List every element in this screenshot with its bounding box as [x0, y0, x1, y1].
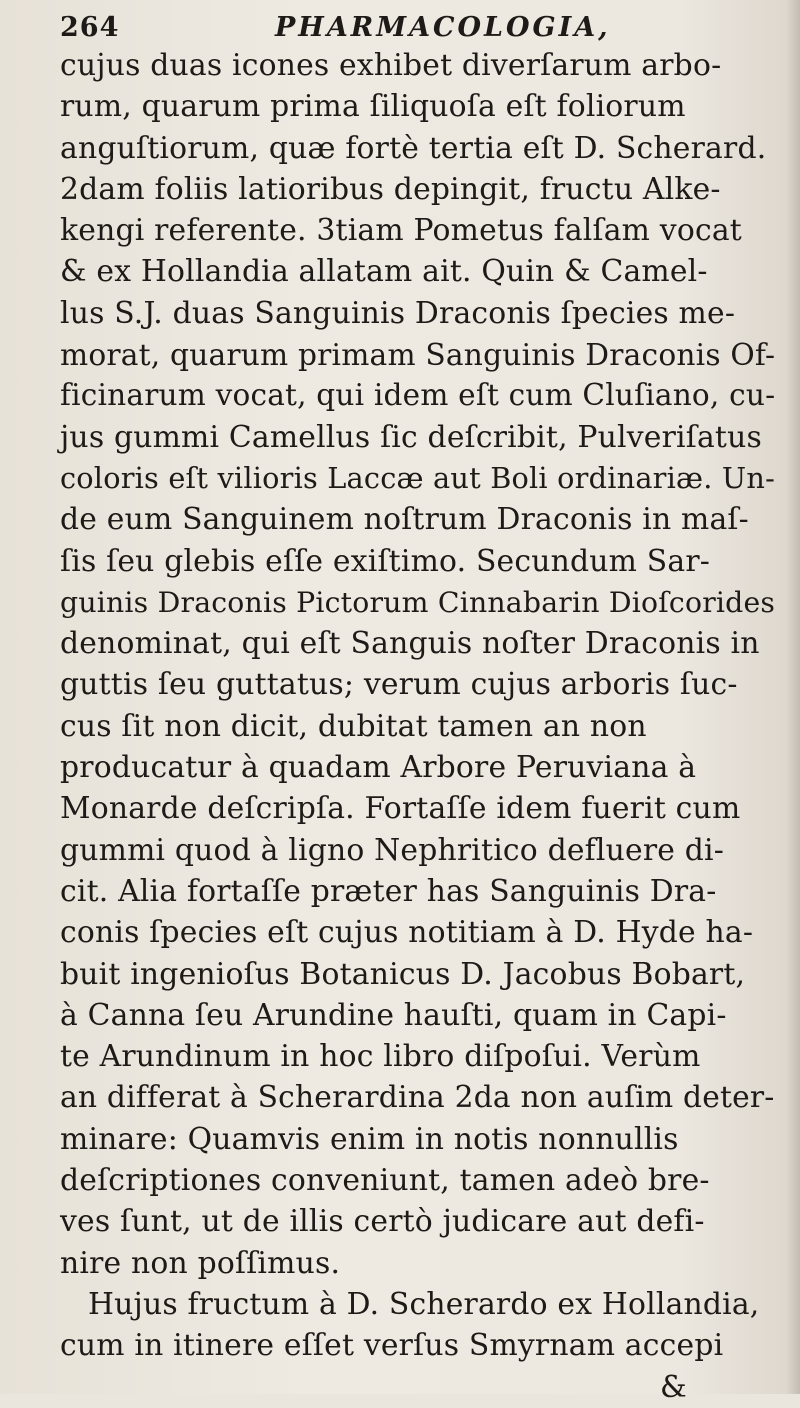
page-edge-shadow [786, 0, 800, 1394]
text-line: anguſtiorum, quæ fortè tertia eſt D. Scherard. [60, 130, 767, 166]
text-line: 2dam foliis latioribus depingit, fructu Alke- [60, 171, 721, 207]
text-line: à Canna ſeu Arundine hauſti, quam in Capi- [60, 997, 727, 1033]
text-line: coloris eſt vilioris Laccæ aut Boli ordinariæ. Un- [60, 460, 775, 495]
text-line: conis ſpecies eſt cujus notitiam à D. Hyde ha- [60, 915, 754, 951]
text-line: nire non poſſimus. [60, 1245, 341, 1281]
text-line: deſcriptiones conveniunt, tamen adeò bre- [60, 1163, 710, 1199]
text-line: te Arundinum in hoc libro diſpoſui. Verùm [60, 1039, 701, 1075]
text-line: guinis Draconis Pictorum Cinnabarin Dioſcorides [60, 585, 776, 619]
text-line: ſis ſeu glebis eſſe exiſtimo. Secundum Sar- [60, 543, 711, 579]
page-number: 264 [60, 12, 120, 43]
running-head: PHARMACOLOGIA, [275, 12, 611, 43]
text-line: buit ingenioſus Botanicus D. Jacobus Bobart, [60, 956, 746, 992]
text-line: de eum Sanguinem noſtrum Draconis in maſ- [60, 502, 749, 538]
text-line: ficinarum vocat, qui idem eſt cum Cluſiano, cu- [60, 378, 776, 413]
text-line: & ex Hollandia allatam ait. Quin & Camel- [60, 254, 708, 290]
text-line: minare: Quamvis enim in notis nonnullis [60, 1121, 679, 1157]
text-line: cujus duas icones exhibet diverſarum arbo- [60, 48, 722, 83]
text-line: kengi referente. 3tiam Pometus falſam vocat [60, 213, 742, 249]
text-line: cit. Alia fortaſſe præter has Sanguinis Dra- [60, 873, 717, 909]
text-line: producatur à quadam Arbore Peruviana à [60, 750, 697, 786]
text-line: guttis ſeu guttatus; verum cujus arboris ſuc- [60, 667, 738, 703]
catchword: & [660, 1369, 687, 1405]
text-line: denominat, qui eſt Sanguis noſter Draconis in [60, 626, 760, 662]
text-line: morat, quarum primam Sanguinis Draconis Of- [60, 337, 776, 373]
text-line: Monarde deſcripſa. Fortaſſe idem fuerit cum [60, 791, 741, 827]
text-line: lus S.J. duas Sanguinis Draconis ſpecies me- [60, 295, 736, 331]
text-line: cum in itinere eſſet verſus Smyrnam accepi [60, 1328, 724, 1364]
text-line: ves ſunt, ut de illis certò judicare aut defi- [60, 1204, 705, 1240]
page-header [60, 2, 760, 46]
paragraph-start-line: Hujus fructum à D. Scherardo ex Hollandia, [88, 1286, 760, 1322]
text-line: gummi quod à ligno Nephritico defluere di- [60, 832, 725, 868]
body-text [60, 45, 780, 1408]
text-line: cus ſit non dicit, dubitat tamen an non [60, 708, 647, 744]
text-line: an differat à Scherardina 2da non auſim deter- [60, 1080, 775, 1116]
text-line: jus gummi Camellus ſic deſcribit, Pulveriſatus [60, 419, 762, 455]
text-line: rum, quarum prima ſiliquoſa eſt foliorum [60, 89, 686, 125]
